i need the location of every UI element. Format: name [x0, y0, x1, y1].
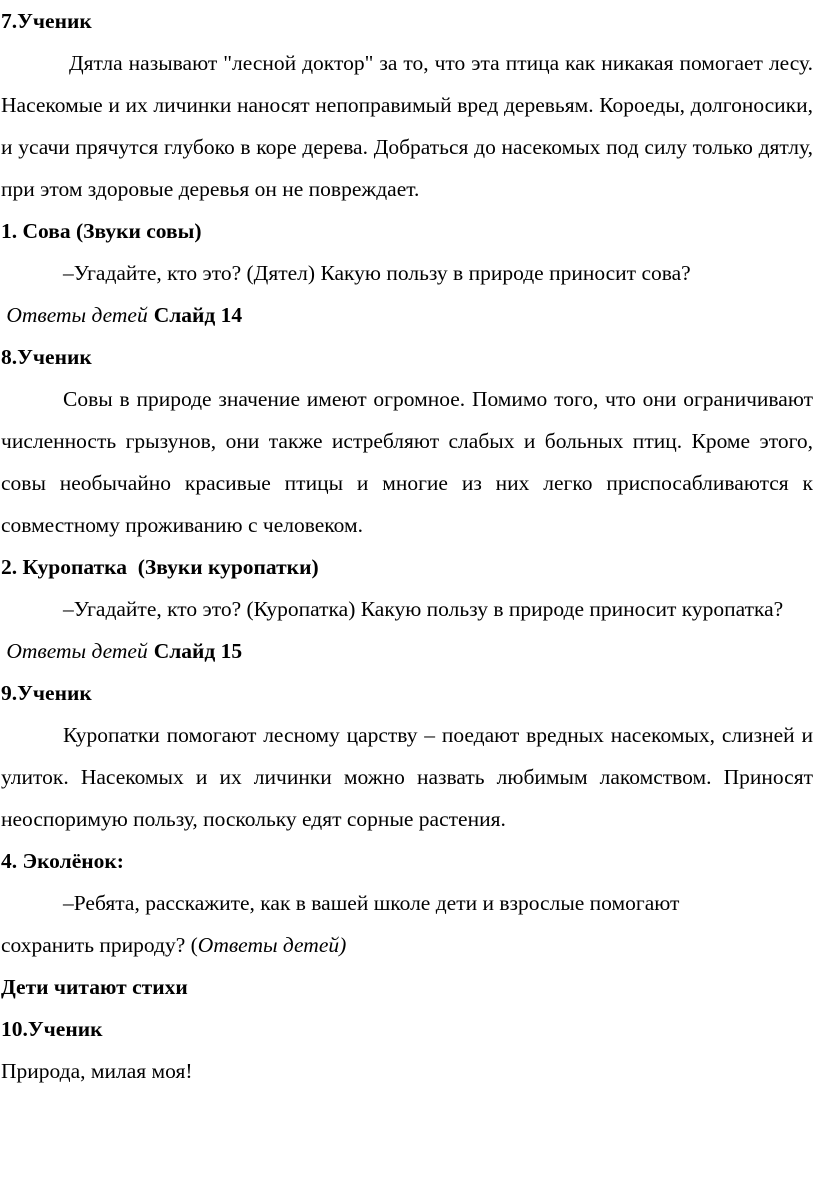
slide-label: Слайд 15	[153, 639, 243, 663]
question-school-line1: –Ребята, расскажите, как в вашей школе дети и взрослые помогают	[63, 891, 680, 915]
heading-partridge: 2. Куропатка (Звуки куропатки)	[1, 555, 319, 579]
slide-label: Слайд 14	[153, 303, 243, 327]
question-partridge: –Угадайте, кто это? (Куропатка) Какую пользу в природе приносит куропатка?	[63, 597, 784, 621]
heading-student-8: 8.Ученик	[1, 345, 92, 369]
heading-owl: 1. Сова (Звуки совы)	[1, 219, 202, 243]
paragraph-partridges: Куропатки помогают лесному царству – поедают вредных насекомых, слизней и улиток. Насекомых и их личинки можно назвать любимым лакомством. Приносят неоспоримую пользу, поскольку едят сорные растения.	[1, 723, 813, 831]
question-owl: –Угадайте, кто это? (Дятел) Какую пользу в природе приносит сова?	[63, 261, 691, 285]
heading-student-7: 7.Ученик	[1, 9, 92, 33]
poem-line-1: Природа, милая моя!	[1, 1059, 193, 1083]
question-school-text: сохранить природу? (	[1, 933, 198, 957]
heading-ecolenok: 4. Эколёнок:	[1, 849, 124, 873]
heading-poems: Дети читают стихи	[1, 975, 188, 999]
heading-student-9: 9.Ученик	[1, 681, 92, 705]
paragraph-owls: Совы в природе значение имеют огромное. Помимо того, что они ограничивают численность грызунов, они также истребляют слабых и больных птиц. Кроме этого, совы необычайно красивые птицы и многие из них легко приспосабливаются к совместному проживанию с человеком.	[1, 387, 813, 537]
answer-line-owl	[1, 294, 813, 336]
paragraph-woodpecker: Дятла называют "лесной доктор" за то, что эта птица как никакая помогает лесу. Насекомые и их личинки наносят непоправимый вред деревьям. Короеды, долгоносики, и усачи прячутся глубоко в коре дерева. Добраться до насекомых под силу только дятлу, при этом здоровые деревья он не повреждает.	[1, 51, 813, 201]
answer-label: Ответы детей	[6, 639, 148, 663]
heading-student-10: 10.Ученик	[1, 1017, 103, 1041]
answer-label: Ответы детей)	[197, 933, 347, 957]
answer-label: Ответы детей	[6, 303, 148, 327]
answer-line-partridge	[1, 630, 813, 672]
question-school-line2	[1, 924, 813, 966]
